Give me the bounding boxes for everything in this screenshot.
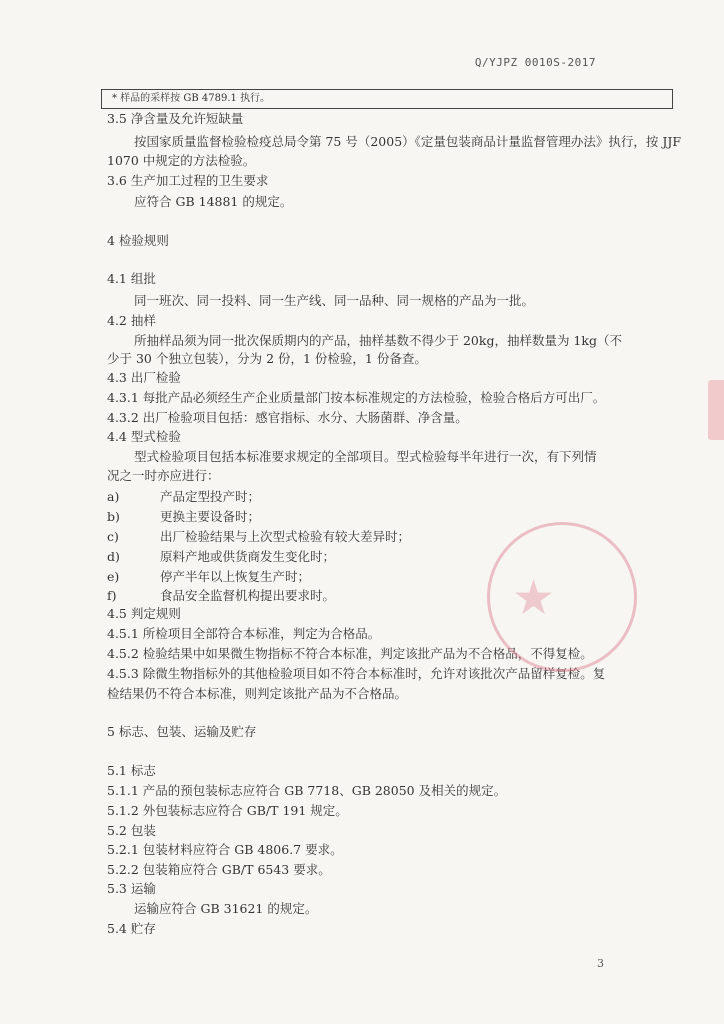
company-seal xyxy=(487,522,637,672)
list-marker: e) xyxy=(107,569,120,584)
note-box: * 样品的采样按 GB 4789.1 执行。 xyxy=(101,89,673,109)
page-number: 3 xyxy=(597,957,604,970)
list-item: 产品定型投产时； xyxy=(160,489,261,504)
body-text: 同一班次、同一投料、同一生产线、同一品种、同一规格的产品为一批。 xyxy=(134,293,535,308)
list-item: 原料产地或供货商发生变化时； xyxy=(160,549,336,564)
body-text: 况之一时亦应进行： xyxy=(107,468,220,483)
section-heading: 4.5 判定规则 xyxy=(107,606,181,621)
body-text: 型式检验项目包括本标准要求规定的全部项目。型式检验每半年进行一次，有下列情 xyxy=(134,449,597,464)
list-marker: c) xyxy=(107,529,119,544)
section-heading: 4.4 型式检验 xyxy=(107,429,181,444)
list-marker: d) xyxy=(107,549,120,564)
list-marker: f) xyxy=(107,588,117,603)
list-item: 食品安全监督机构提出要求时。 xyxy=(160,588,336,603)
list-item: 停产半年以上恢复生产时； xyxy=(160,569,311,584)
chapter-heading: 5 标志、包装、运输及贮存 xyxy=(107,724,257,739)
body-text: 4.3.1 每批产品必须经生产企业质量部门按本标准规定的方法检验，检验合格后方可出厂。 xyxy=(107,390,606,405)
section-heading: 4.3 出厂检验 xyxy=(107,370,181,385)
section-heading: 5.2 包装 xyxy=(107,823,156,838)
list-item: 更换主要设备时； xyxy=(160,509,261,524)
body-text: 5.2.2 包装箱应符合 GB/T 6543 要求。 xyxy=(107,862,331,877)
section-heading: 4.2 抽样 xyxy=(107,313,156,328)
body-text: 按国家质量监督检验检疫总局令第 75 号（2005）《定量包装商品计量监督管理办法》执行，按 JJF xyxy=(134,134,682,149)
body-text: 4.3.2 出厂检验项目包括：感官指标、水分、大肠菌群、净含量。 xyxy=(107,410,468,425)
standard-code: Q/YJPZ 0010S-2017 xyxy=(474,56,596,69)
body-text: 检结果仍不符合本标准，则判定该批产品为不合格品。 xyxy=(107,686,408,701)
body-text: 运输应符合 GB 31621 的规定。 xyxy=(134,901,318,916)
section-heading: 5.4 贮存 xyxy=(107,921,156,936)
section-heading: 5.1 标志 xyxy=(107,763,156,778)
body-text: 应符合 GB 14881 的规定。 xyxy=(134,194,293,209)
list-marker: a) xyxy=(107,489,120,504)
body-text: 少于 30 个独立包装），分为 2 份，1 份检验，1 份备查。 xyxy=(107,351,427,366)
list-marker: b) xyxy=(107,509,120,524)
body-text: 4.5.3 除微生物指标外的其他检验项目如不符合本标准时，允许对该批次产品留样复检。复 xyxy=(107,666,606,681)
body-text: 4.5.1 所检项目全部符合本标准，判定为合格品。 xyxy=(107,626,381,641)
seal-star-icon: ★ xyxy=(512,570,556,626)
section-heading: 3.5 净含量及允许短缺量 xyxy=(107,111,244,126)
body-text: 4.5.2 检验结果中如果微生物指标不符合本标准，判定该批产品为不合格品，不得复检。 xyxy=(107,646,593,661)
edge-stamp-mark xyxy=(708,380,724,440)
section-heading: 5.3 运输 xyxy=(107,881,156,896)
list-item: 出厂检验结果与上次型式检验有较大差异时； xyxy=(160,529,411,544)
section-heading: 4.1 组批 xyxy=(107,271,156,286)
body-text: 所抽样品须为同一批次保质期内的产品，抽样基数不得少于 20kg，抽样数量为 1kg（不 xyxy=(134,333,622,348)
chapter-heading: 4 检验规则 xyxy=(107,233,169,248)
section-heading: 3.6 生产加工过程的卫生要求 xyxy=(107,173,269,188)
body-text: 1070 中规定的方法检验。 xyxy=(107,153,256,168)
body-text: 5.2.1 包装材料应符合 GB 4806.7 要求。 xyxy=(107,842,343,857)
body-text: 5.1.2 外包装标志应符合 GB/T 191 规定。 xyxy=(107,803,348,818)
body-text: 5.1.1 产品的预包装标志应符合 GB 7718、GB 28050 及相关的规定。 xyxy=(107,783,507,798)
